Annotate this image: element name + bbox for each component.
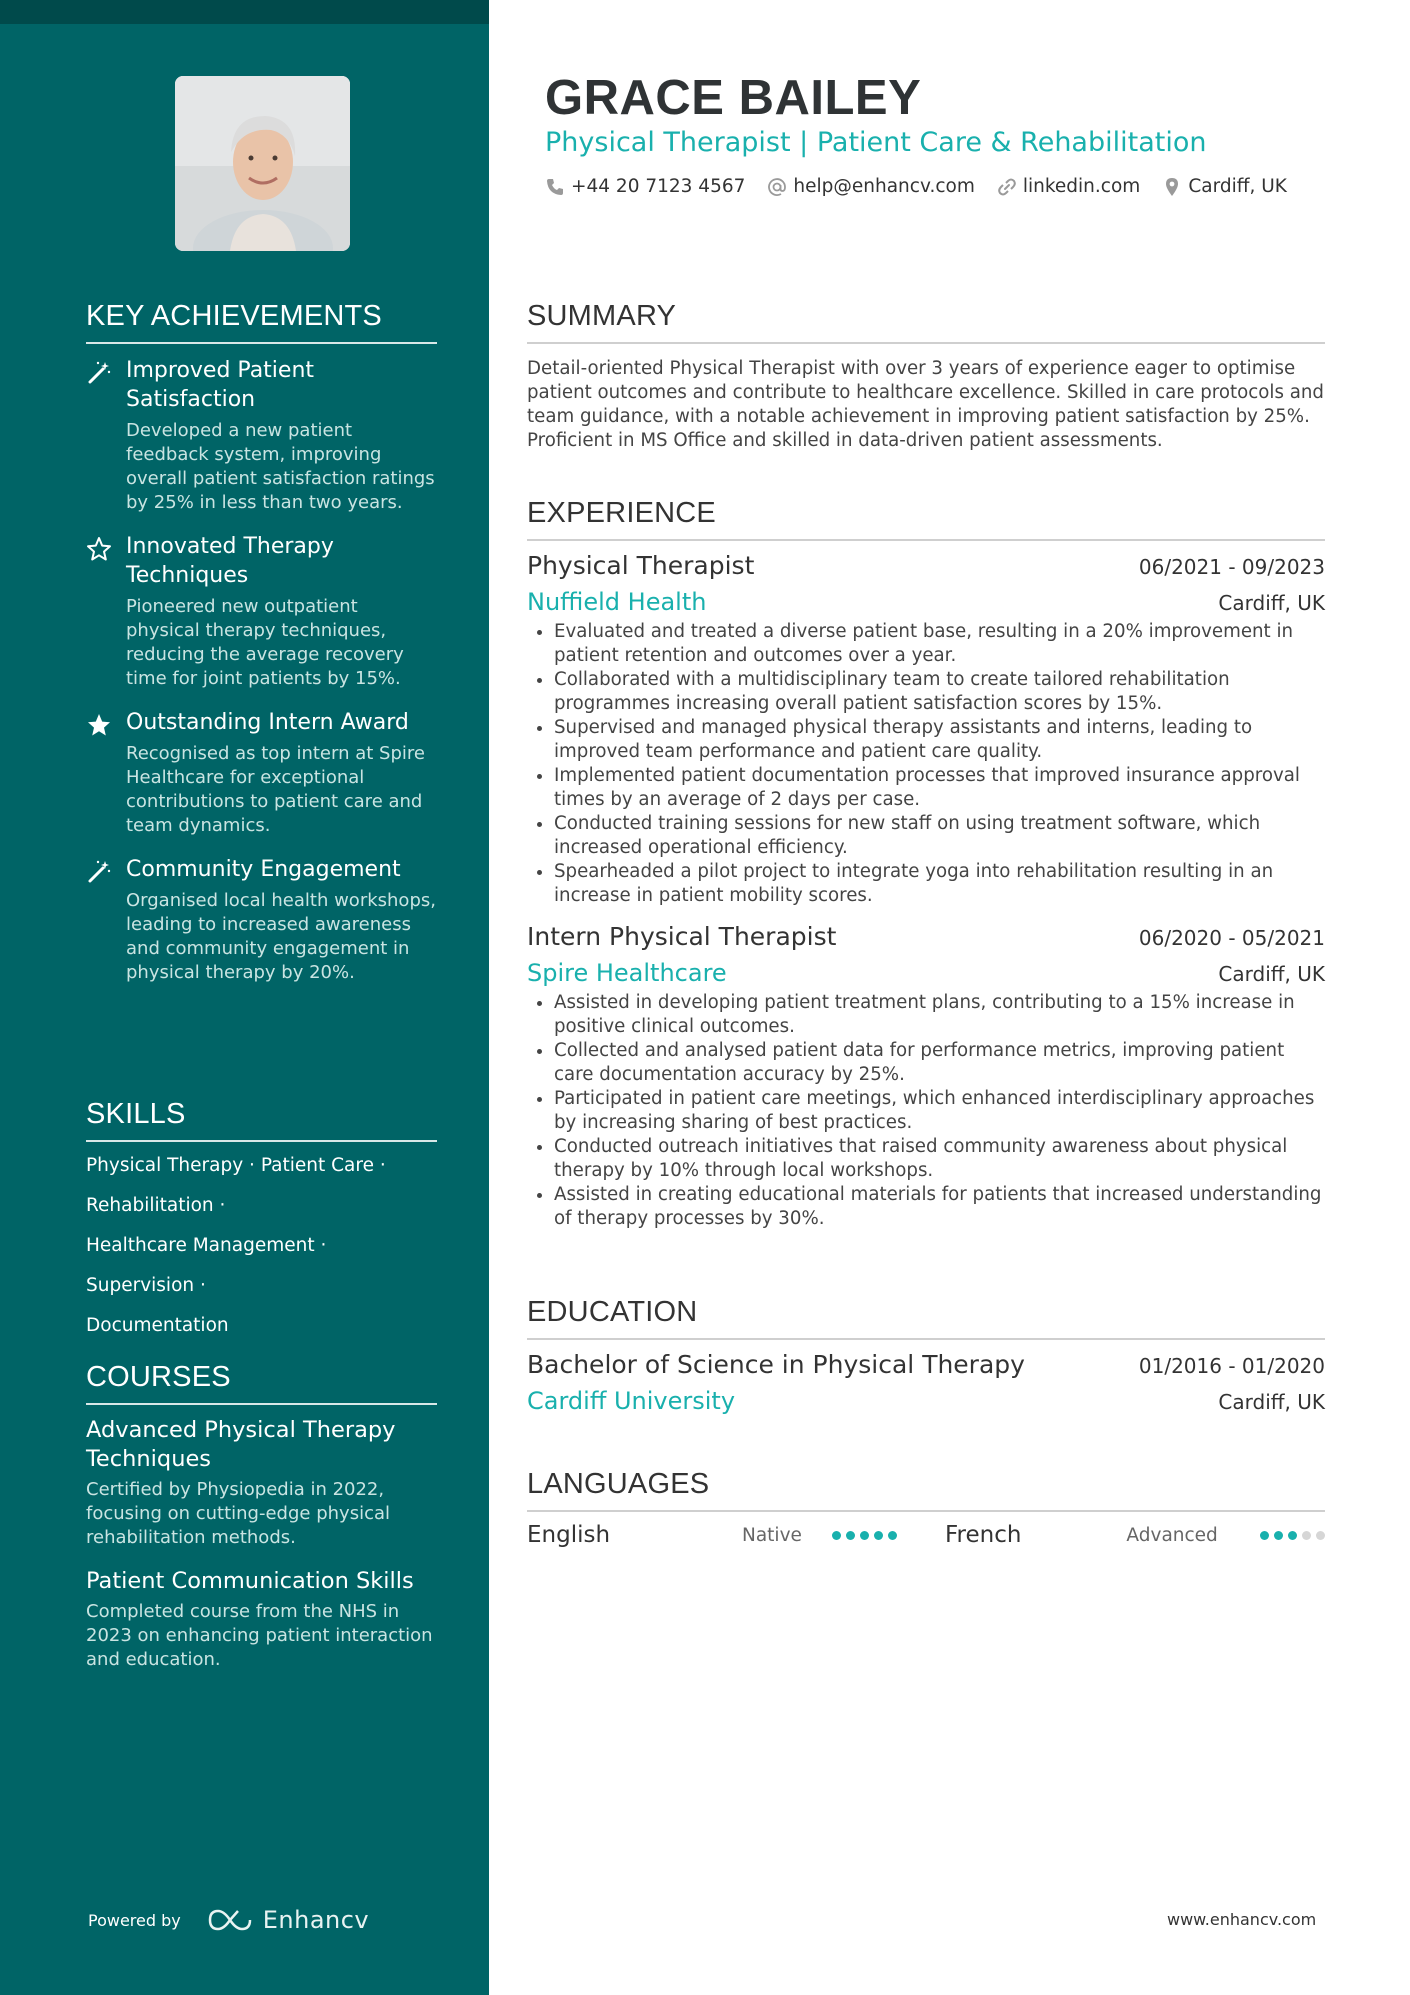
bullet-item: • Conducted outreach initiatives that raised community awareness about physical therapy by 10% through local workshops. (554, 1135, 1325, 1183)
contact-email[interactable] (767, 176, 974, 197)
profile-photo (175, 76, 350, 251)
languages-heading: LANGUAGES (527, 1468, 1325, 1512)
languages-row (527, 1522, 1325, 1548)
education-section (527, 1296, 1325, 1415)
job-title: Intern Physical Therapist (527, 922, 837, 951)
rating-dot-filled (1288, 1531, 1297, 1540)
star-outline-icon (86, 536, 112, 562)
contact-linkedin[interactable] (997, 176, 1140, 197)
job-location: Cardiff, UK (1218, 962, 1325, 986)
job-dates: 06/2021 - 09/2023 (1138, 555, 1325, 579)
achievement-item (86, 855, 437, 985)
language-rating (1260, 1531, 1325, 1540)
achievement-title: Community Engagement (126, 857, 401, 882)
education-entry (527, 1350, 1325, 1415)
candidate-name: GRACE BAILEY (545, 71, 922, 125)
language-name: English (527, 1522, 611, 1548)
course-description: Completed course from the NHS in 2023 on enhancing patient interaction and education. (86, 1601, 433, 1670)
job-entry (527, 922, 1325, 1231)
language-rating (832, 1531, 897, 1540)
job-location: Cardiff, UK (1218, 591, 1325, 615)
bullet-item: • Collected and analysed patient data for performance metrics, improving patient care documentation accuracy by 25%. (554, 1039, 1325, 1087)
language-name: French (945, 1522, 1022, 1548)
rating-dot-filled (832, 1531, 841, 1540)
skills-line: Documentation (86, 1315, 229, 1336)
bullet-item: • Assisted in creating educational materials for patients that increased understanding of therapy processes by 30%. (554, 1183, 1325, 1231)
achievement-item (86, 532, 437, 691)
summary-text: Detail-oriented Physical Therapist with over 3 years of experience eager to optimise patient outcomes and contribute to healthcare excellence. Skilled in care protocols and team guidance, with a notable achievement in improving patient satisfaction by 25%. Proficient in MS Office and skilled in data-driven patient assessments. (527, 358, 1324, 451)
contact-phone[interactable] (545, 176, 745, 197)
education-heading: EDUCATION (527, 1296, 1325, 1340)
link-icon (997, 177, 1017, 197)
achievement-description: Developed a new patient feedback system, improving overall patient satisfaction ratings by 25% in less than two years. (126, 420, 435, 513)
achievement-title: Outstanding Intern Award (126, 710, 409, 735)
skills-heading: SKILLS (86, 1098, 437, 1142)
language-level: Native (742, 1524, 802, 1546)
rating-dot-empty (1302, 1531, 1311, 1540)
email-text: help@enhancv.com (793, 176, 975, 197)
job-bullets (527, 620, 1325, 908)
bullet-item: • Conducted training sessions for new staff on using treatment software, which increased operational efficiency. (554, 812, 1325, 860)
rating-dot-filled (888, 1531, 897, 1540)
rating-dot-filled (846, 1531, 855, 1540)
sidebar-top-bar (0, 0, 489, 24)
job-entry (527, 551, 1325, 908)
job-dates: 06/2020 - 05/2021 (1138, 926, 1325, 950)
phone-icon (545, 177, 565, 197)
language-item (527, 1522, 905, 1548)
bullet-item: • Supervised and managed physical therapy assistants and interns, leading to improved team performance and patient care quality. (554, 716, 1325, 764)
courses-section (86, 1361, 437, 1672)
rating-dot-filled (1260, 1531, 1269, 1540)
sidebar (0, 0, 489, 1995)
summary-heading: SUMMARY (527, 300, 1325, 344)
magic-wand-icon (86, 360, 112, 386)
degree-title: Bachelor of Science in Physical Therapy (527, 1350, 1025, 1379)
enhancv-logo-icon (207, 1907, 253, 1933)
key-achievements-heading: KEY ACHIEVEMENTS (86, 300, 437, 344)
linkedin-text: linkedin.com (1022, 176, 1141, 197)
job-title: Physical Therapist (527, 551, 755, 580)
bullet-item: • Implemented patient documentation processes that improved insurance approval times by an average of 2 days per case. (554, 764, 1325, 812)
rating-dot-filled (874, 1531, 883, 1540)
education-location: Cardiff, UK (1218, 1390, 1325, 1414)
contact-location (1162, 176, 1287, 197)
phone-text: +44 20 7123 4567 (571, 176, 746, 197)
skills-line: Healthcare Management · Supervision · (86, 1235, 327, 1296)
course-description: Certified by Physiopedia in 2022, focusing on cutting-edge physical rehabilitation methods. (86, 1479, 390, 1548)
location-text: Cardiff, UK (1188, 176, 1287, 197)
achievement-title: Innovated Therapy Techniques (126, 534, 334, 588)
experience-section (527, 497, 1325, 1231)
bullet-item: • Assisted in developing patient treatment plans, contributing to a 15% increase in positive clinical outcomes. (554, 991, 1325, 1039)
achievement-description: Recognised as top intern at Spire Healthcare for exceptional contributions to patient care and team dynamics. (126, 743, 425, 836)
key-achievements-section (86, 300, 437, 985)
contact-bar (545, 176, 1309, 197)
enhancv-logo[interactable] (207, 1906, 369, 1934)
star-filled-icon (86, 712, 112, 738)
achievement-title: Improved Patient Satisfaction (126, 358, 315, 412)
rating-dot-filled (1274, 1531, 1283, 1540)
candidate-title: Physical Therapist | Patient Care & Rehabilitation (545, 127, 1207, 158)
education-dates: 01/2016 - 01/2020 (1138, 1354, 1325, 1378)
course-item (86, 1567, 437, 1672)
school-name: Cardiff University (527, 1387, 736, 1415)
language-level: Advanced (1126, 1524, 1218, 1546)
footer-url[interactable]: www.enhancv.com (1167, 1910, 1317, 1929)
skills-list (86, 1146, 437, 1346)
courses-heading: COURSES (86, 1361, 437, 1405)
skills-section (86, 1098, 437, 1346)
language-item (945, 1522, 1325, 1548)
achievement-item (86, 708, 437, 838)
achievement-item (86, 356, 437, 515)
rating-dot-filled (860, 1531, 869, 1540)
rating-dot-empty (1316, 1531, 1325, 1540)
brand-name: Enhancv (262, 1906, 370, 1934)
magic-wand-icon (86, 859, 112, 885)
languages-section (527, 1468, 1325, 1548)
course-item (86, 1416, 437, 1550)
achievement-description: Pioneered new outpatient physical therapy techniques, reducing the average recovery time for joint patients by 15%. (126, 596, 404, 689)
course-title: Advanced Physical Therapy Techniques (86, 1417, 396, 1472)
powered-by-label: Powered by (88, 1910, 181, 1930)
bullet-item: • Spearheaded a pilot project to integrate yoga into rehabilitation resulting in an increase in patient mobility scores. (554, 860, 1325, 908)
powered-by (88, 1906, 369, 1934)
skills-line: Physical Therapy · Patient Care · (86, 1155, 386, 1176)
experience-heading: EXPERIENCE (527, 497, 1325, 541)
achievement-description: Organised local health workshops, leading to increased awareness and community engagement in physical therapy by 20%. (126, 890, 436, 983)
at-icon (767, 177, 787, 197)
company-name: Nuffield Health (527, 588, 707, 616)
bullet-item: • Participated in patient care meetings, which enhanced interdisciplinary approaches by increasing sharing of best practices. (554, 1087, 1325, 1135)
course-title: Patient Communication Skills (86, 1568, 414, 1594)
skills-line: Rehabilitation · (86, 1195, 226, 1216)
bullet-item: • Collaborated with a multidisciplinary team to create tailored rehabilitation programmes increasing overall patient satisfaction scores by 15%. (554, 668, 1325, 716)
company-name: Spire Healthcare (527, 959, 727, 987)
location-pin-icon (1162, 177, 1182, 197)
job-bullets (527, 991, 1325, 1231)
summary-section (527, 300, 1325, 453)
bullet-item: • Evaluated and treated a diverse patient base, resulting in a 20% improvement in patient retention and outcomes over a year. (554, 620, 1325, 668)
